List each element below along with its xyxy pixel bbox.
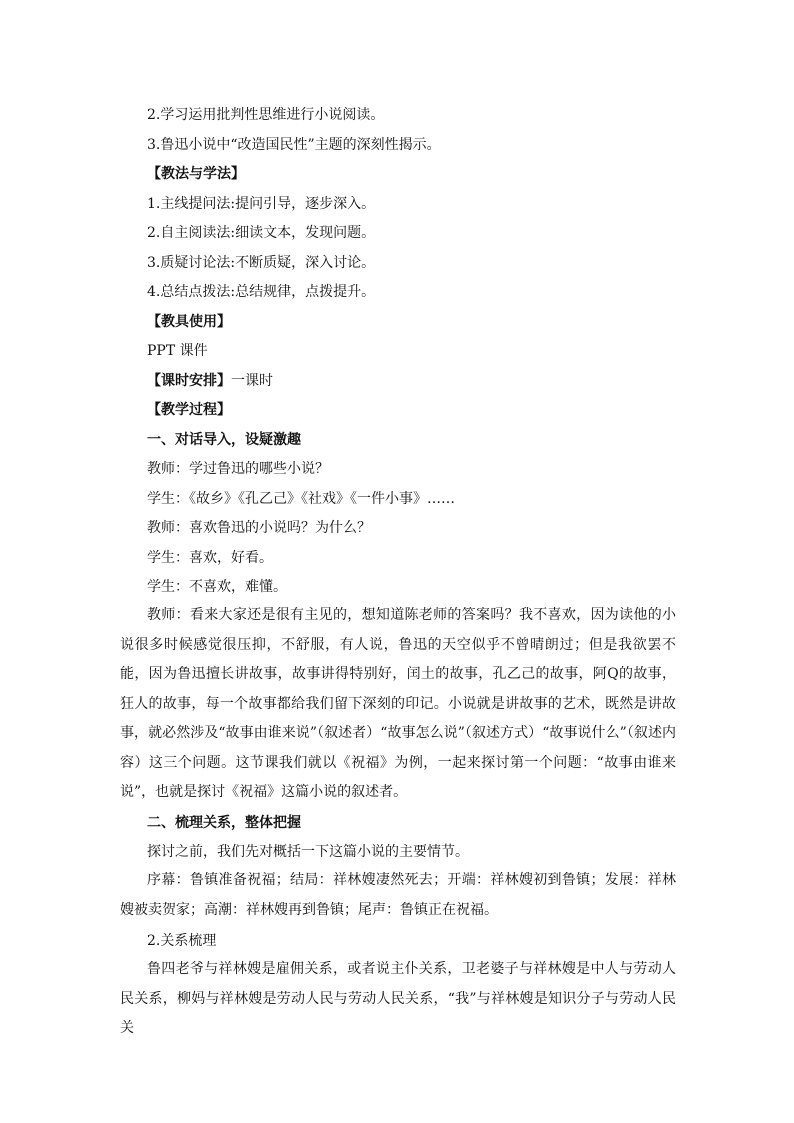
tools-text: PPT 课件 <box>147 343 208 359</box>
method-3: 3.质疑讨论法:不断质疑，深入讨论。 <box>147 255 376 271</box>
plot-summary-text: 序幕：鲁镇准备祝福；结局：祥林嫂凄然死去；开端：祥林嫂初到鲁镇；发展：祥林嫂被卖贺家；高潮：祥林嫂再到鲁镇；尾声：鲁镇正在祝福。 <box>120 872 676 918</box>
plot-summary <box>120 866 676 925</box>
objective-2: 2.学习运用批判性思维进行小说阅读。 <box>147 107 385 123</box>
relations-subheading: 2.关系梳理 <box>147 933 217 949</box>
dialogue-2: 学生：《故乡》《孔乙己》《社戏》《一件小事》…… <box>147 491 455 507</box>
dialogue-4: 学生：喜欢，好看。 <box>147 550 273 566</box>
method-2: 2.自主阅读法:细读文本，发现问题。 <box>147 225 376 241</box>
dialogue-5: 学生：不喜欢，难懂。 <box>147 579 287 595</box>
relations-paragraph-text: 鲁四老爷与祥林嫂是雇佣关系，或者说主仆关系，卫老婆子与祥林嫂是中人与劳动人民关系，柳妈与祥林嫂是劳动人民与劳动人民关系，“我”与祥林嫂是知识分子与劳动人民关 <box>120 961 676 1036</box>
method-4: 4.总结点拨法:总结规律，点拨提升。 <box>147 284 376 300</box>
section-1-title: 一、对话导入，设疑激趣 <box>147 432 301 448</box>
time-value: 一课时 <box>231 373 273 389</box>
teacher-paragraph <box>120 601 676 808</box>
heading-time: 【课时安排】 <box>147 373 231 389</box>
section-2-intro: 探讨之前，我们先对概括一下这篇小说的主要情节。 <box>147 844 469 860</box>
teacher-paragraph-text: 教师：看来大家还是很有主见的，想知道陈老师的答案吗？我不喜欢，因为读他的小说很多时候感觉很压抑，不舒服，有人说，鲁迅的天空似乎不曾晴朗过；但是我欲罢不能，因为鲁迅擅长讲故事，故事讲得特别好，闰土的故事，孔乙己的故事，阿Q的故事，狂人的故事，每一个故事都给我们留下深刻的印记。小说就是讲故事的艺术，既然是讲故事，就必然涉及“故事由谁来说”（叙述者）“故事怎么说”（叙述方式）“故事说什么”（叙述内容）这三个问题。这节课我们就以《祝福》为例，一起来探讨第一个问题：“故事由谁来说”，也就是探讨《祝福》这篇小说的叙述者。 <box>120 607 676 800</box>
objective-3: 3.鲁迅小说中“改造国民性”主题的深刻性揭示。 <box>147 137 441 153</box>
heading-methods: 【教法与学法】 <box>147 166 245 182</box>
heading-process: 【教学过程】 <box>147 402 231 418</box>
method-1: 1.主线提问法:提问引导，逐步深入。 <box>147 196 376 212</box>
schedule-line <box>147 372 707 390</box>
heading-tools: 【教具使用】 <box>147 314 231 330</box>
dialogue-1: 教师：学过鲁迅的哪些小说？ <box>147 461 329 477</box>
relations-paragraph <box>120 955 676 1044</box>
section-2-title: 二、梳理关系，整体把握 <box>147 815 301 831</box>
dialogue-3: 教师：喜欢鲁迅的小说吗？为什么？ <box>147 520 371 536</box>
